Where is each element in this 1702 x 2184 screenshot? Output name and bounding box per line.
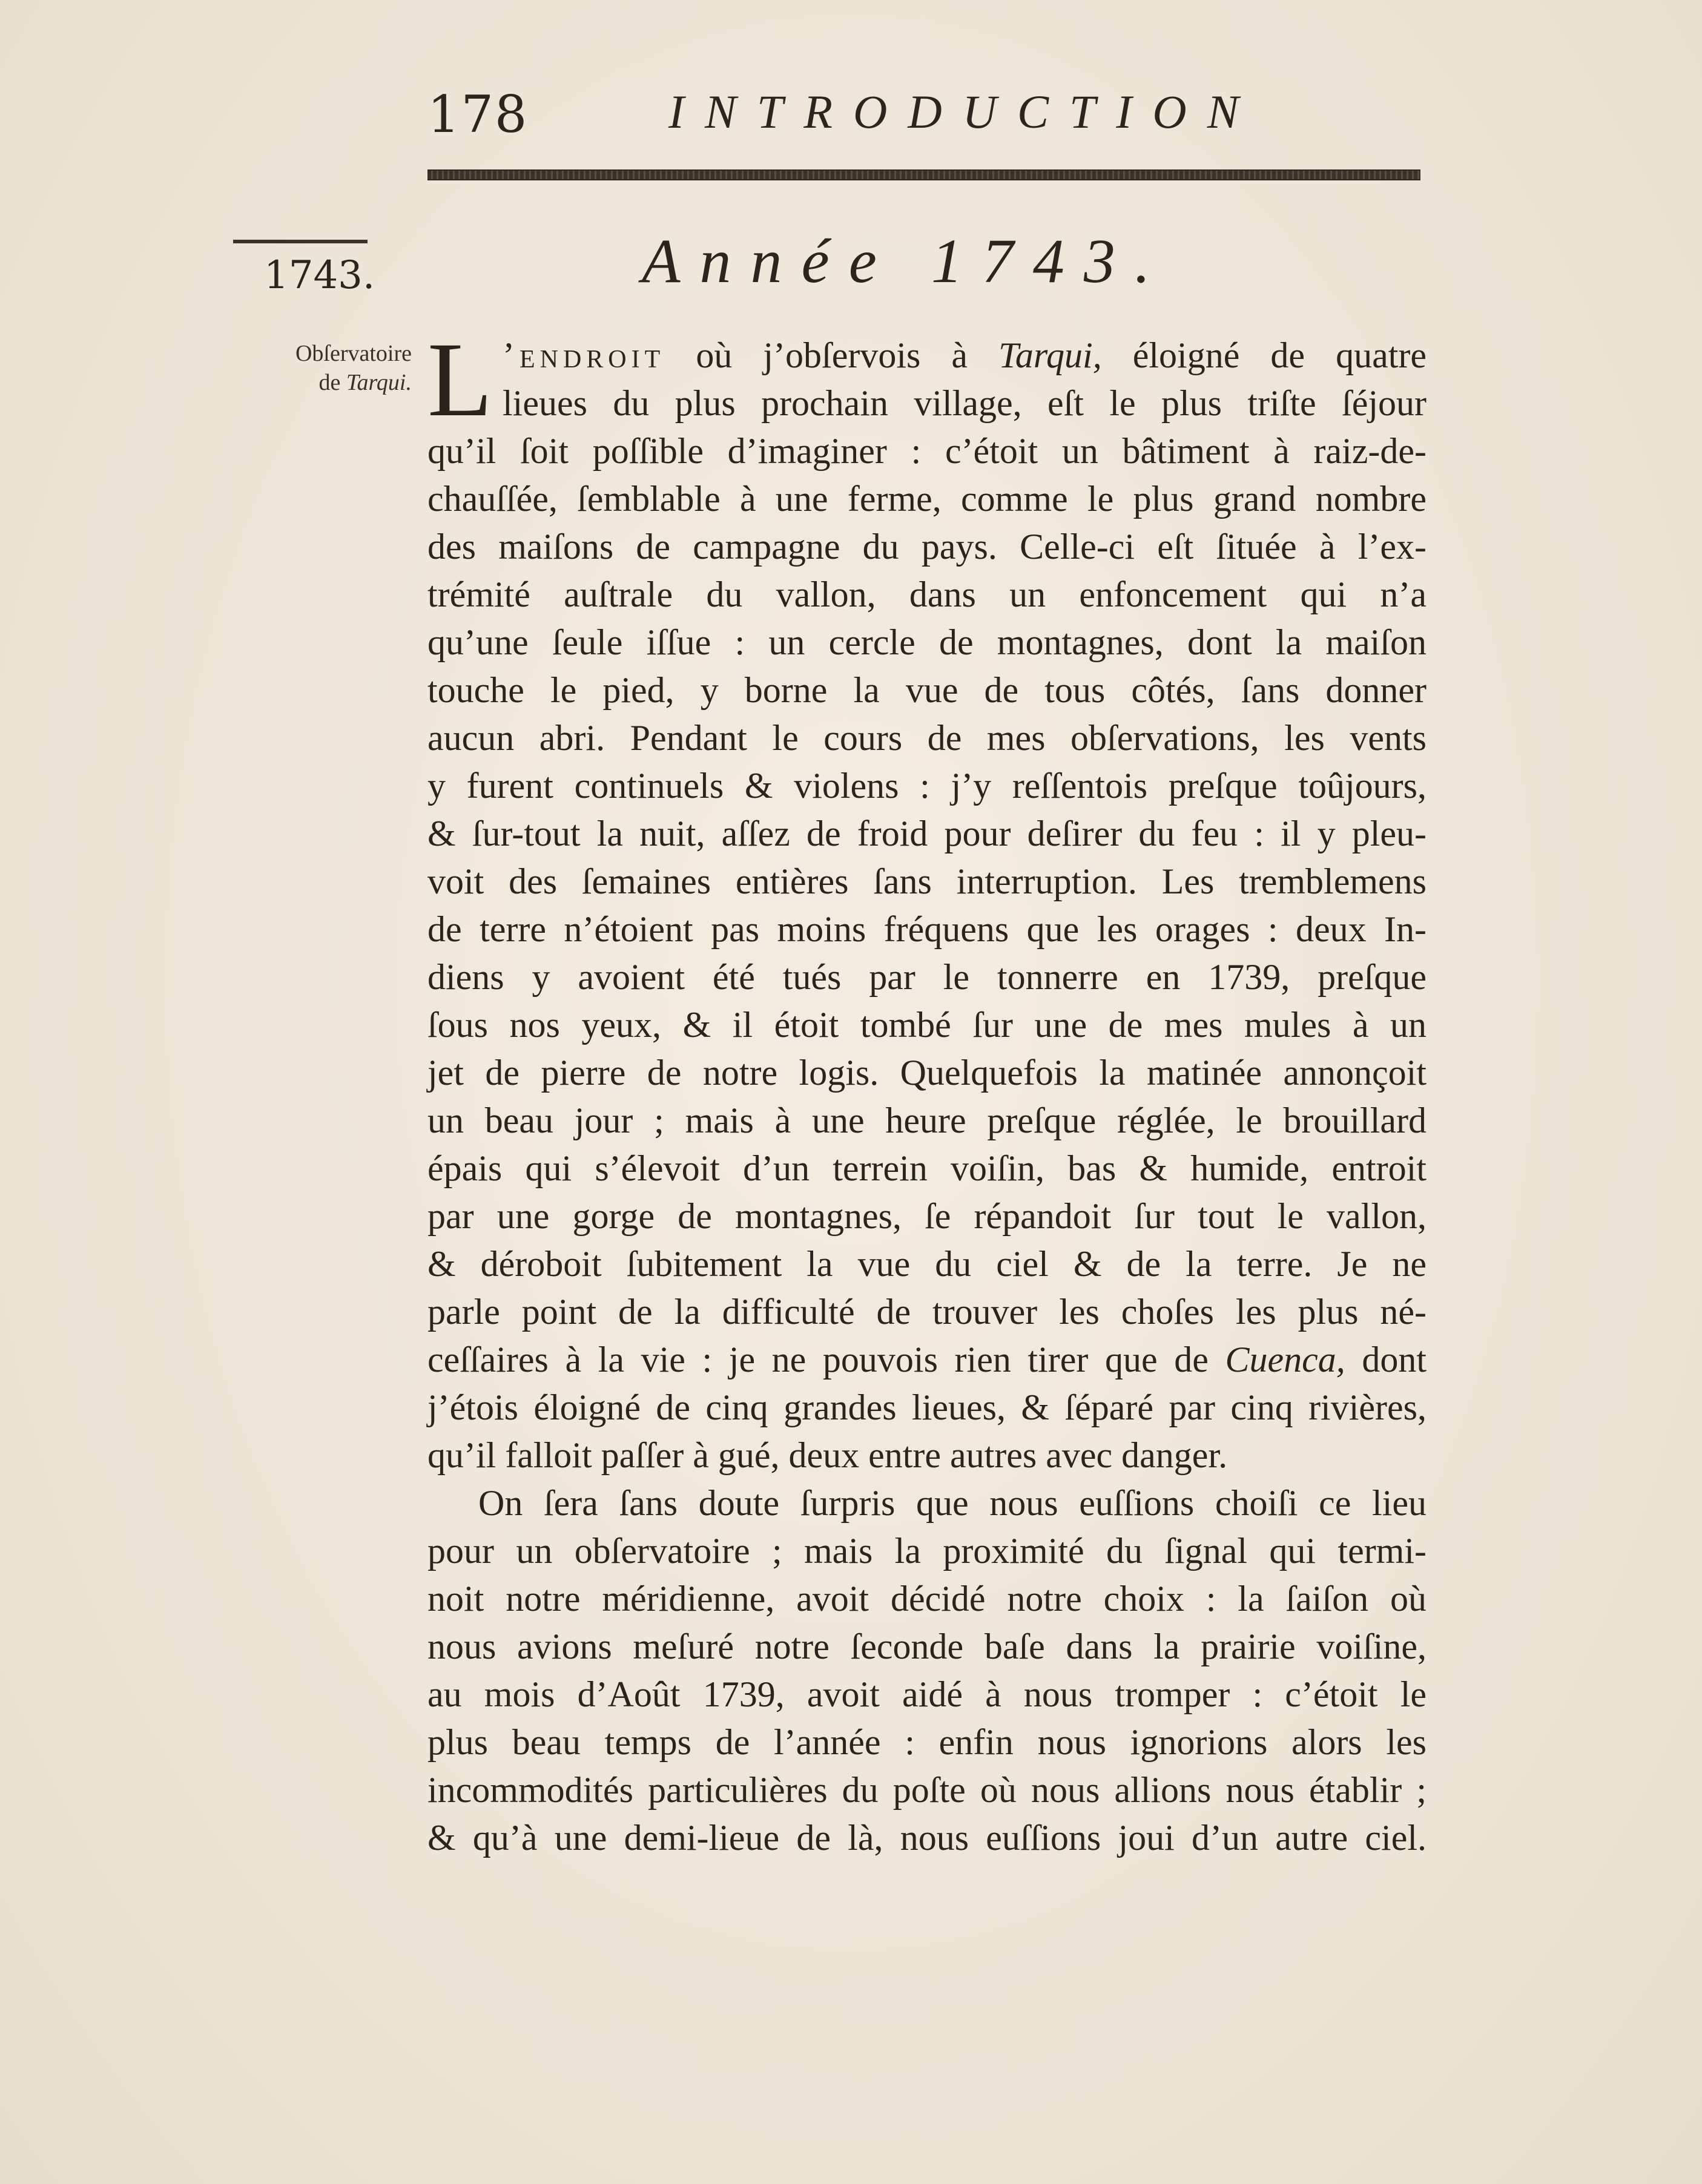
- margin-note-prefix: de: [318, 370, 346, 395]
- opening-word: ’endroit: [503, 335, 665, 375]
- text-span: dont: [1345, 1340, 1427, 1380]
- place-name-tarqui: Tarqui,: [998, 335, 1102, 375]
- text-line: parle point de la difficulté de trouver les choſes les plus né-: [427, 1292, 1427, 1332]
- text-line: lieues du plus prochain village, eſt le plus triſte ſéjour: [503, 383, 1427, 423]
- place-name-cuenca: Cuenca,: [1225, 1340, 1345, 1380]
- margin-note-line2: [230, 368, 412, 397]
- section-heading: Année 1743.: [642, 226, 1170, 296]
- text-span: éloigné de quatre: [1101, 335, 1427, 375]
- margin-year: 1743.: [264, 253, 375, 298]
- running-title: INTRODUCTION: [668, 85, 1259, 138]
- text-line: jet de pierre de notre logis. Quelquefois la matinée annonçoit: [427, 1053, 1427, 1093]
- text-line: & déroboit ſubitement la vue du ciel & de la terre. Je ne: [427, 1244, 1427, 1284]
- text-line: trémité auſtrale du vallon, dans un enfoncement qui n’a: [427, 574, 1427, 614]
- text-span: où j’obſervois à: [665, 335, 999, 375]
- text-line: qu’il ſoit poſſible d’imaginer : c’étoit un bâtiment à raiz-de-: [427, 431, 1427, 471]
- text-line: voit des ſemaines entières ſans interruption. Les tremblemens: [427, 861, 1427, 901]
- paragraph-1-opening: [503, 332, 1427, 427]
- text-line: nous avions meſuré notre ſeconde baſe dans la prairie voiſine,: [427, 1626, 1427, 1666]
- text-line: plus beau temps de l’année : enfin nous ignorions alors les: [427, 1722, 1427, 1762]
- margin-note-place: Tarqui.: [346, 370, 412, 395]
- text-line: des maiſons de campagne du pays. Celle-ci eſt ſituée à l’ex-: [427, 527, 1427, 567]
- text-line: ſous nos yeux, & il étoit tombé ſur une de mes mules à un: [427, 1005, 1427, 1045]
- text-line: [427, 1336, 1427, 1384]
- header-rule: [427, 169, 1420, 180]
- text-line: qu’il falloit paſſer à gué, deux entre autres avec danger.: [427, 1435, 1228, 1475]
- page-number: 178: [427, 85, 529, 144]
- text-line: au mois d’Août 1739, avoit aidé à nous tromper : c’étoit le: [427, 1674, 1427, 1714]
- text-line: de terre n’étoient pas moins fréquens que les orages : deux In-: [427, 909, 1427, 949]
- text-line: y furent continuels & violens : j’y reſſentois preſque toûjours,: [427, 766, 1427, 806]
- text-line: diens y avoient été tués par le tonnerre en 1739, preſque: [427, 957, 1427, 997]
- text-line: pour un obſervatoire ; mais la proximité du ſignal qui termi-: [427, 1531, 1427, 1571]
- text-line: un beau jour ; mais à une heure preſque réglée, le brouillard: [427, 1100, 1427, 1140]
- text-line: & qu’à une demi-lieue de là, nous euſſions joui d’un autre ciel.: [427, 1818, 1427, 1858]
- margin-note: [230, 339, 412, 397]
- text-line: aucun abri. Pendant le cours de mes obſervations, les vents: [427, 718, 1427, 758]
- text-line: & ſur-tout la nuit, aſſez de froid pour deſirer du feu : il y pleu-: [427, 814, 1427, 854]
- text-line: incommodités particulières du poſte où nous allions nous établir ;: [427, 1770, 1427, 1810]
- running-head: [427, 85, 1433, 151]
- text-line: noit notre méridienne, avoit décidé notre choix : la ſaiſon où: [427, 1579, 1427, 1619]
- text-line: touche le pied, y borne la vue de tous côtés, ſans donner: [427, 670, 1427, 710]
- text-line: qu’une ſeule iſſue : un cercle de montagnes, dont la maiſon: [427, 622, 1427, 662]
- paragraph-2-first-line: On ſera ſans doute ſurpris que nous euſſions choiſi ce lieu: [478, 1483, 1427, 1523]
- text-line: épais qui s’élevoit d’un terrein voiſin, bas & humide, entroit: [427, 1148, 1427, 1188]
- margin-note-line1: Obſervatoire: [295, 341, 412, 366]
- text-line: chauſſée, ſemblable à une ferme, comme le plus grand nombre: [427, 479, 1427, 519]
- text-line: [503, 332, 1427, 380]
- text-span: ceſſaires à la vie : je ne pouvois rien tirer que de: [427, 1340, 1225, 1380]
- text-line: par une gorge de montagnes, ſe répandoit ſur tout le vallon,: [427, 1196, 1427, 1236]
- drop-cap: L: [427, 321, 493, 439]
- margin-rule: [233, 240, 368, 243]
- paragraph-1-body: [427, 427, 1427, 1862]
- text-line: j’étois éloigné de cinq grandes lieues, & ſéparé par cinq rivières,: [427, 1387, 1427, 1427]
